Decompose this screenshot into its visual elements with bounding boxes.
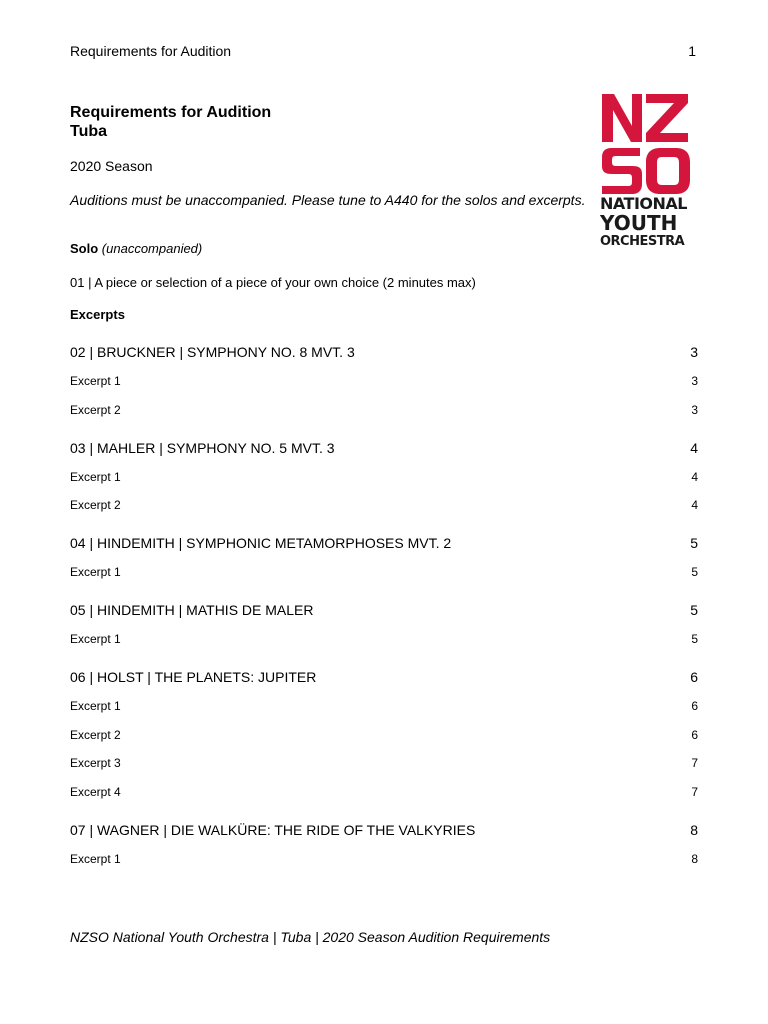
solo-requirement: 01 | A piece or selection of a piece of your own choice (2 minutes max): [70, 275, 476, 290]
solo-label: Solo: [70, 241, 99, 256]
toc-excerpt-label: Excerpt 4: [70, 785, 121, 799]
toc-page-number: 3: [691, 374, 698, 388]
toc-section-row: [70, 344, 698, 360]
toc-page-number: 4: [690, 440, 698, 456]
toc-excerpt-label: Excerpt 1: [70, 632, 121, 646]
toc-excerpt-row: [70, 498, 698, 512]
toc-page-number: 7: [691, 785, 698, 799]
toc-section-label: 07 | WAGNER | DIE WALKÜRE: THE RIDE OF THE VALKYRIES: [70, 822, 476, 838]
page-number: 1: [688, 43, 696, 59]
toc-page-number: 7: [691, 756, 698, 770]
toc-excerpt-label: Excerpt 2: [70, 498, 121, 512]
toc-excerpt-label: Excerpt 3: [70, 756, 121, 770]
toc-excerpt-label: Excerpt 1: [70, 852, 121, 866]
toc-excerpt-row: [70, 403, 698, 417]
toc-page-number: 3: [691, 403, 698, 417]
logo-letter-o: [646, 148, 690, 194]
logo-line-orchestra: ORCHESTRA: [600, 234, 685, 249]
toc-page-number: 5: [690, 535, 698, 551]
page-footer: NZSO National Youth Orchestra | Tuba | 2020 Season Audition Requirements: [70, 929, 551, 945]
toc-excerpt-label: Excerpt 1: [70, 470, 121, 484]
toc-page-number: 4: [691, 470, 698, 484]
toc-page-number: 8: [691, 852, 698, 866]
toc-excerpt-label: Excerpt 2: [70, 403, 121, 417]
toc-section-label: 05 | HINDEMITH | MATHIS DE MALER: [70, 602, 314, 618]
toc-section-label: 06 | HOLST | THE PLANETS: JUPITER: [70, 669, 317, 685]
toc-section-label: 02 | BRUCKNER | SYMPHONY NO. 8 MVT. 3: [70, 344, 355, 360]
toc-excerpt-row: [70, 565, 698, 579]
toc-page-number: 5: [691, 565, 698, 579]
toc-excerpt-label: Excerpt 1: [70, 374, 121, 388]
logo-letter-z: [646, 94, 688, 142]
toc-section-row: [70, 669, 698, 685]
solo-heading: [70, 241, 202, 256]
toc-page-number: 6: [691, 728, 698, 742]
toc-excerpt-label: Excerpt 1: [70, 699, 121, 713]
document-title-instrument: Tuba: [70, 123, 108, 140]
logo-letter-n: [602, 94, 642, 142]
toc-section-row: [70, 535, 698, 551]
document-title: [70, 103, 271, 141]
toc-excerpt-row: [70, 852, 698, 866]
excerpts-heading: Excerpts: [70, 307, 125, 322]
toc-excerpt-row: [70, 374, 698, 388]
toc-page-number: 4: [691, 498, 698, 512]
toc-page-number: 5: [691, 632, 698, 646]
toc-section-row: [70, 822, 698, 838]
solo-note: (unaccompanied): [101, 241, 203, 256]
nzso-logo: [600, 92, 692, 252]
toc-excerpt-row: [70, 632, 698, 646]
toc-page-number: 6: [690, 669, 698, 685]
document-title-line1: Requirements for Audition: [70, 104, 272, 121]
toc-excerpt-row: [70, 470, 698, 484]
toc-excerpt-row: [70, 785, 698, 799]
logo-letter-s: [602, 148, 642, 194]
toc-section-label: 04 | HINDEMITH | SYMPHONIC METAMORPHOSES MVT. 2: [70, 535, 452, 551]
toc-page-number: 3: [690, 344, 698, 360]
nzso-letters-logo: [600, 92, 692, 196]
audition-instructions: Auditions must be unaccompanied. Please tune to A440 for the solos and excerpts.: [70, 192, 586, 208]
toc-page-number: 5: [690, 602, 698, 618]
toc-section-row: [70, 602, 698, 618]
toc-excerpt-row: [70, 728, 698, 742]
toc-section-label: 03 | MAHLER | SYMPHONY NO. 5 MVT. 3: [70, 440, 335, 456]
toc-section-row: [70, 440, 698, 456]
toc-page-number: 6: [691, 699, 698, 713]
toc-excerpt-label: Excerpt 1: [70, 565, 121, 579]
toc-excerpt-row: [70, 756, 698, 770]
logo-line-national: NATIONAL: [600, 194, 687, 213]
toc-excerpt-row: [70, 699, 698, 713]
season-label: 2020 Season: [70, 158, 153, 174]
running-header-title: Requirements for Audition: [70, 43, 232, 59]
toc-page-number: 8: [690, 822, 698, 838]
logo-line-youth: YOUTH: [600, 211, 678, 235]
toc-excerpt-label: Excerpt 2: [70, 728, 121, 742]
